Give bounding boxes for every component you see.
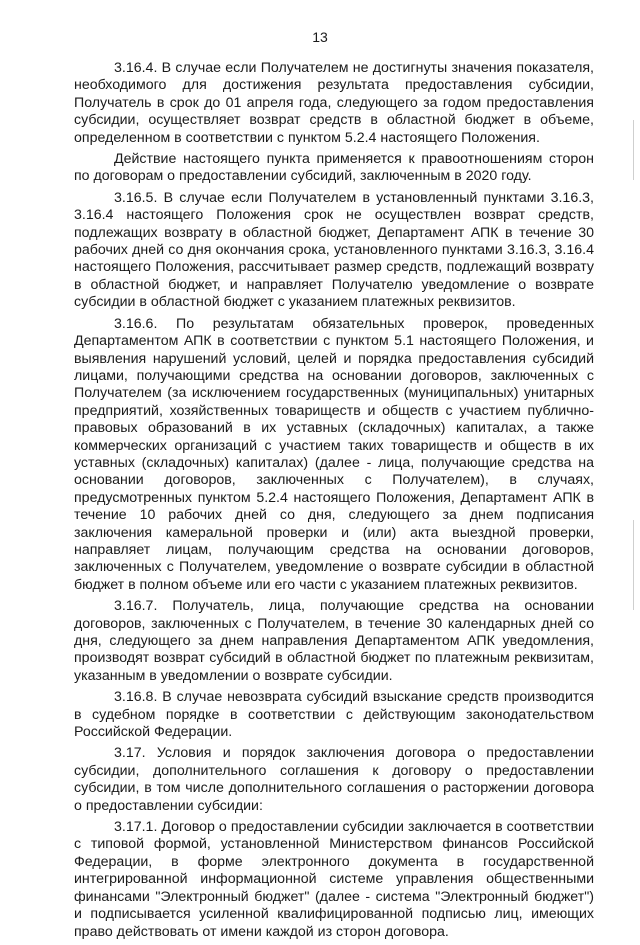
paragraph-3-16-4: 3.16.4. В случае если Получателем не достигнуты значения показателя, необходимого для достижения результата предоставления субсидии, Получатель в срок до 01 апреля года, следующего за годом предоставления субсидии, осуществляет возврат средств в областной бюджет в объеме, определенном в соответствии с пунктом 5.2.4 настоящего Положения. — [74, 60, 594, 146]
paragraph-3-16-6: 3.16.6. По результатам обязательных проверок, проведенных Департаментом АПК в соответствии с пунктом 5.1 настоящего Положения, и выявления нарушений условий, целей и порядка предоставления субсидий лицами, получающими средства на основании договоров, заключенных с Получателем (за исключением государственных (муниципальных) унитарных предприятий, хозяйственных товариществ и обществ с участием публично-правовых образований в их уставных (складочных) капиталах, а также коммерческих организаций с участием таких товариществ и обществ в их уставных (складочных) капиталах) (далее - лица, получающие средства на основании договоров, заключенных с Получателем), в случаях, предусмотренных пунктом 5.2.4 настоящего Положения, Департамент АПК в течение 10 рабочих дней со дня, следующего за днем подписания заключения камеральной проверки и (или) акта выездной проверки, направляет лицам, получающим средства на основании договоров, заключенных с Получателем, уведомление о возврате субсидии в областной бюджет в полном объеме или его части с указанием платежных реквизитов. — [74, 315, 594, 593]
paragraph-3-16-8: 3.16.8. В случае невозврата субсидий взыскание средств производится в судебном порядке в соответствии с действующим законодательством Российской Федерации. — [74, 689, 594, 741]
paragraph-3-17-1: 3.17.1. Договор о предоставлении субсидии заключается в соответствии с типовой формой, установленной Министерством финансов Российской Федерации, в форме электронного документа в государственной интегрированной информационной системе управления общественными финансами "Электронный бюджет" (далее - система "Электронный бюджет") и подписывается усиленной квалифицированной подписью лиц, имеющих право действовать от имени каждой из сторон договора. — [74, 819, 594, 940]
document-body — [74, 60, 594, 945]
scan-edge-mark — [633, 120, 634, 180]
paragraph-3-17: 3.17. Условия и порядок заключения договора о предоставлении субсидии, дополнительного соглашения к договору о предоставлении субсидии, в том числе дополнительного соглашения о расторжении договора о предоставлении субсидии: — [74, 745, 594, 814]
page-number: 13 — [312, 29, 328, 45]
paragraph-3-16-4-applicability: Действие настоящего пункта применяется к правоотношениям сторон по договорам о предоставлении субсидий, заключенным в 2020 году. — [74, 151, 594, 185]
paragraph-3-16-7: 3.16.7. Получатель, лица, получающие средства на основании договоров, заключенных с Получателем, в течение 30 календарных дней со дня, следующего за днем направления Департаментом АПК уведомления, производят возврат субсидий в областной бюджет по платежным реквизитам, указанным в уведомлении о возврате субсидии. — [74, 598, 594, 684]
paragraph-3-16-5: 3.16.5. В случае если Получателем в установленный пунктами 3.16.3, 3.16.4 настоящего Положения срок не осуществлен возврат средств, подлежащих возврату в областной бюджет, Департамент АПК в течение 30 рабочих дней со дня окончания срока, установленного пунктами 3.16.3, 3.16.4 настоящего Положения, рассчитывает размер средств, подлежащий возврату в областной бюджет, и направляет Получателю уведомление о возврате субсидии в областной бюджет с указанием платежных реквизитов. — [74, 189, 594, 311]
scan-edge-mark — [633, 520, 634, 610]
